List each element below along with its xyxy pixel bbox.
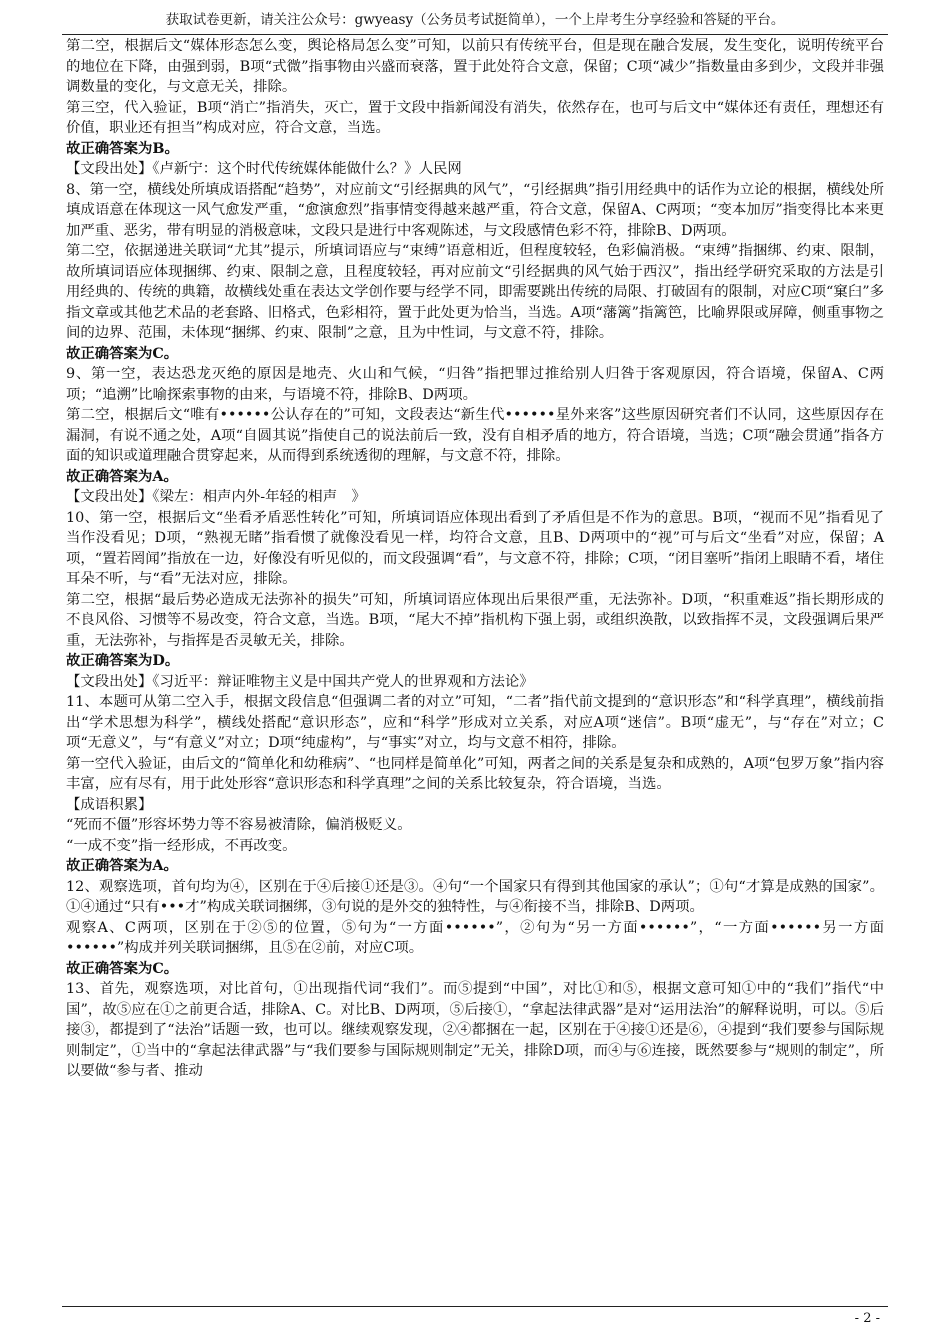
body-paragraph: 【文段出处】《习近平：辩证唯物主义是中国共产党人的世界观和方法论》 xyxy=(66,673,534,690)
body-paragraph: 【文段出处】《卢新宁：这个时代传统媒体能做什么？》人民网 xyxy=(66,161,462,177)
answer-line: 故正确答案为B。 xyxy=(66,139,179,157)
body-paragraph: 【文段出处】《梁左：相声内外-年轻的相声 》 xyxy=(66,489,366,505)
page-number: - 2 - xyxy=(854,1311,880,1326)
body-paragraph: 第二空，根据后文“唯有••••••公认存在的”可知，文段表达“新生代••••••星外来客”这些原因研究者们不认同，这些原因存在漏洞，有说不通之处，A项“自圆其说”指使自己的说法前后一致，没有自相矛盾的地方，符合语境，当选；C项“融会贯通”指各方面的知识或道理融合贯穿起来，从而得到系统透彻的理解，与文意不符，排除。 xyxy=(66,407,884,464)
footer-divider xyxy=(62,1306,888,1307)
body-paragraph: 8、第一空，横线处所填成语搭配“趋势”，对应前文“引经据典的风气”，“引经据典”指引用经典中的话作为立论的根据，横线处所填成语意在体现这一风气愈发严重，“愈演愈烈”指事情变得越来越严重，符合文意，保留A、C两项；“变本加厉”指变得比本来更加严重、恶劣，带有明显的消极意味，文段只是进行中客观陈述，与文段感情色彩不符，排除B、D两项。 xyxy=(66,181,884,239)
answer-line: 故正确答案为C。 xyxy=(66,344,179,362)
answer-line: 故正确答案为C。 xyxy=(66,959,179,977)
body-paragraph: 【成语积累】 xyxy=(66,796,153,813)
header-notice: 获取试卷更新，请关注公众号：gwyeasy（公务员考试挺简单），一个上岸考生分享经验和答疑的平台。 xyxy=(165,12,785,28)
body-paragraph: 第一空代入验证，由后文的“简单化和幼稚病”、“也同样是简单化”可知，两者之间的关系是复杂和成熟的，A项“包罗万象”指内容丰富，应有尽有，用于此处形容“意识形态和科学真理”之间的关系比较复杂，符合语境，当选。 xyxy=(66,755,884,792)
document-body xyxy=(66,36,884,1082)
body-paragraph: 第二空，根据后文“媒体形态怎么变，舆论格局怎么变”可知，以前只有传统平台，但是现在融合发展，发生变化，说明传统平台的地位在下降，由强到弱，B项“式微”指事物由兴盛而衰落，置于此处符合文意，保留；C项“减少”指数量由多到少，文段并非强调数量的变化，与文意无关，排除。 xyxy=(66,38,884,95)
body-paragraph: 13、首先，观察选项，对比首句，①出现指代词“我们”。而⑤提到“中国”，对比①和⑤，根据文意可知①中的“我们”指代“中国”，故⑤应在①之前更合适，排除A、C。对比B、D两项，⑤后接①，“拿起法律武器”是对“运用法治”的解释说明，可以。⑤后接③，都提到了“法治”话题一致，也可以。继续观察发现，②④都捆在一起，区别在于④接①还是⑥，④提到“我们要参与国际规则制定”，①当中的“拿起法律武器”与“我们要参与国际规则制定”无关，排除D项，而④与⑥连接，既然要参与“规则的制定”，所以要做“参与者、推动 xyxy=(66,981,884,1079)
answer-line: 故正确答案为A。 xyxy=(66,467,178,485)
body-paragraph: 观察A、C两项，区别在于②⑤的位置，⑤句为“一方面••••••”，②句为“另一方面••••••”，“一方面••••••另一方面••••••”构成并列关联词捆绑，且⑤在②前，对应C项。 xyxy=(66,919,884,956)
body-paragraph: 第三空，代入验证，B项“消亡”指消失，灭亡，置于文段中指新闻没有消失，依然存在，也可与后文中“媒体还有责任，理想还有价值，职业还有担当”构成对应，符合文意，当选。 xyxy=(66,99,884,136)
body-paragraph: 第二空，根据“最后势必造成无法弥补的损失”可知，所填词语应体现出后果很严重，无法弥补。D项，“积重难返”指长期形成的不良风俗、习惯等不易改变，符合文意，当选。B项，“尾大不掉”指机构下强上弱，或组织涣散，以致指挥不灵，文段强调后果严重，无法弥补，与指挥是否灵敏无关，排除。 xyxy=(66,591,884,649)
header-divider xyxy=(62,34,888,35)
answer-line: 故正确答案为D。 xyxy=(66,652,180,669)
body-paragraph: 10、第一空，根据后文“坐看矛盾恶性转化”可知，所填词语应体现出看到了矛盾但是不作为的意思。B项，“视而不见”指看见了当作没看见；D项，“熟视无睹”指看惯了就像没看见一样，均符合文意，且B、D两项中的“视”可与后文“坐看”对应，保留；A项，“置若罔闻”指放在一边，好像没有听见似的，而文段强调“看”，与文意不符，排除；C项，“闭目塞听”指闭上眼睛不看，堵住耳朵不听，与“看”无法对应，排除。 xyxy=(66,509,884,587)
body-paragraph: “一成不变”指一经形成，不再改变。 xyxy=(66,837,297,854)
body-paragraph: 第二空，依据递进关联词“尤其”提示，所填词语应与“束缚”语意相近，但程度较轻，色彩偏消极。“束缚”指捆绑、约束、限制，故所填词语应体现捆绑、约束、限制之意，且程度较轻，再对应前文“引经据典的风气始于西汉”，指出经学研究采取的方法是引用经典的、传统的典籍，故横线处重在表达文学创作要与经学不同，即需要跳出传统的局限、打破固有的限制，对应C项“窠臼”多指文章或其他艺术品的老套路、旧格式，色彩相符，置于此处更为恰当，当选。A项“藩篱”指篱笆，比喻界限或屏障，侧重事物之间的边界、范围，未体现“捆绑、约束、限制”之意，且为中性词，与文意不符，排除。 xyxy=(66,243,884,341)
body-paragraph: 11、本题可从第二空入手，根据文段信息“但强调二者的对立”可知，“二者”指代前文提到的“意识形态”和“科学真理”，横线前指出“学术思想为科学”，横线处搭配“意识形态”，应和“科学”形成对立关系，对应A项“迷信”。B项“虚无”，与“存在”对立；C项“无意义”，与“有意义”对立；D项“纯虚构”，与“事实”对立，均与文意不相符，排除。 xyxy=(66,694,884,751)
answer-line: 故正确答案为A。 xyxy=(66,857,178,874)
body-paragraph: 9、第一空，表达恐龙灭绝的原因是地壳、火山和气候，“归咎”指把罪过推给别人归咎于客观原因，符合语境，保留A、C两项；“追溯”比喻探索事物的由来，与语境不符，排除B、D两项。 xyxy=(66,366,884,403)
body-paragraph: 12、观察选项，首句均为④，区别在于④后接①还是③。④句“一个国家只有得到其他国家的承认”；①句“才算是成熟的国家”。①④通过“只有•••才”构成关联词捆绑，③句说的是外交的独特性，与④衔接不当，排除B、D两项。 xyxy=(66,878,884,915)
body-paragraph: “死而不僵”形容坏势力等不容易被清除，偏消极贬义。 xyxy=(66,817,412,833)
